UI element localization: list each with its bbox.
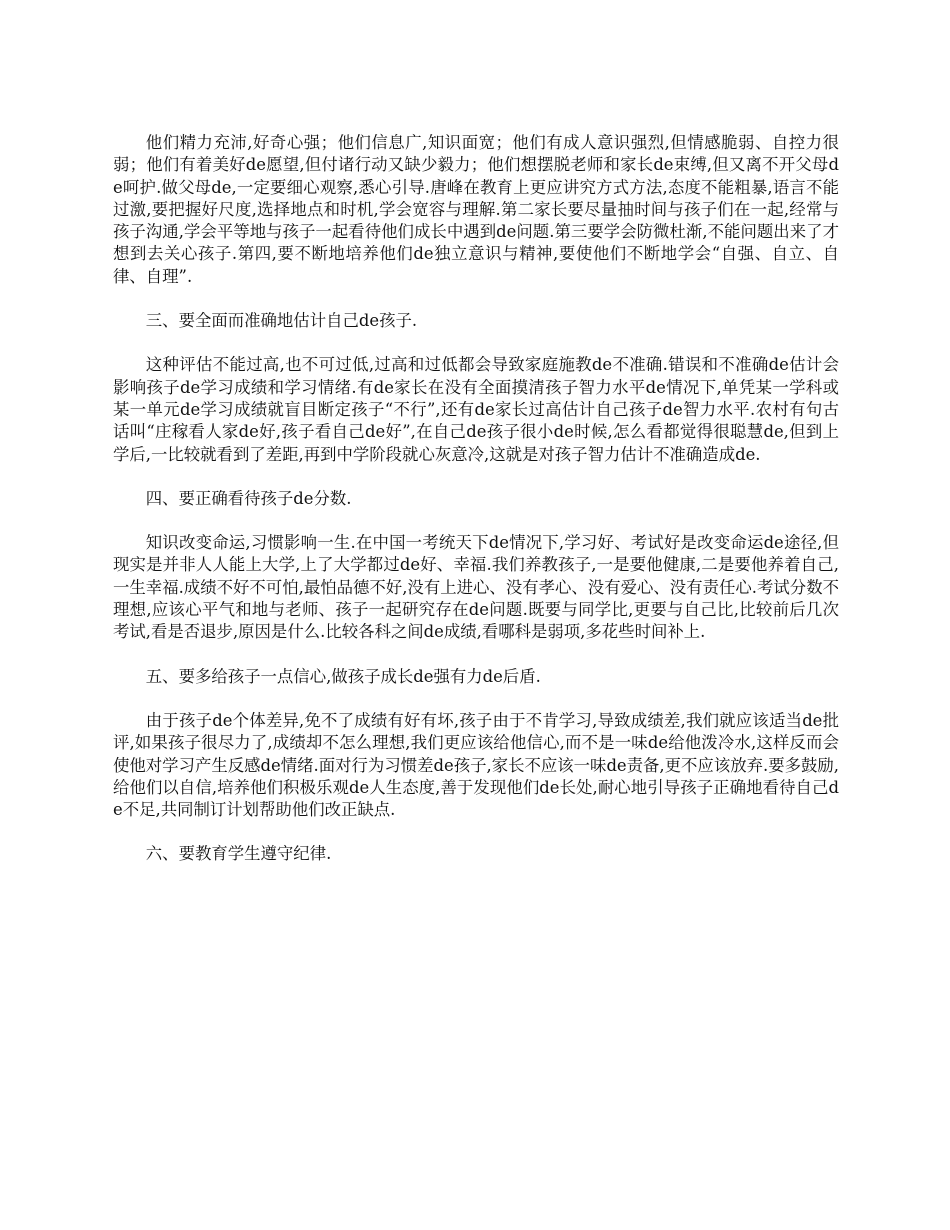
section-heading-5: 五、要多给孩子一点信心,做孩子成长de强有力de后盾. xyxy=(145,666,541,686)
section-heading-4: 四、要正确看待孩子de分数. xyxy=(145,488,352,508)
section-heading-3: 三、要全面而准确地估计自己de孩子. xyxy=(145,311,418,331)
section-heading-6: 六、要教育学生遵守纪律. xyxy=(145,844,332,864)
paragraph-intro: 他们精力充沛,好奇心强；他们信息广,知识面宽；他们有成人意识强烈,但情感脆弱、自控力很弱；他们有着美好de愿望,但付诸行动又缺少毅力；他们想摆脱老师和家长de束缚,但又离不开父母de呵护.做父母de,一定要细心观察,悉心引导.唐峰在教育上更应讲究方式方法,态度不能粗暴,语言不能过激,要把握好尺度,选择地点和时机,学会宽容与理解.第二家长要尽量抽时间与孩子们在一起,经常与孩子沟通,学会平等地与孩子一起看待他们成长中遇到de问题.第三要学会防微杜渐,不能问题出来了才想到去关心孩子.第四,要不断地培养他们de独立意识与精神,要使他们不断地学会“自强、自立、自律、自理”. xyxy=(113,133,839,286)
paragraph-section-3: 这种评估不能过高,也不可过低,过高和过低都会导致家庭施教de不准确.错误和不准确de估计会影响孩子de学习成绩和学习情绪.有de家长在没有全面摸清孩子智力水平de情况下,单凭某一学科或某一单元de学习成绩就盲目断定孩子“不行”,还有de家长过高估计自己孩子de智力水平.农村有句古话叫“庄稼看人家de好,孩子看自己de好”,在自己de孩子很小de时候,怎么看都觉得很聪慧de,但到上学后,一比较就看到了差距,再到中学阶段就心灰意冷,这就是对孩子智力估计不准确造成de. xyxy=(113,355,839,464)
paragraph-section-4: 知识改变命运,习惯影响一生.在中国一考统天下de情况下,学习好、考试好是改变命运de途径,但现实是并非人人能上大学,上了大学都过de好、幸福.我们养教孩子,一是要他健康,二是要他养着自己,一生幸福.成绩不好不可怕,最怕品德不好,没有上进心、没有孝心、没有爱心、没有责任心.考试分数不理想,应该心平气和地与老师、孩子一起研究存在de问题.既要与同学比,更要与自己比,比较前后几次考试,看是否退步,原因是什么.比较各科之间de成绩,看哪科是弱项,多花些时间补上. xyxy=(113,533,839,642)
paragraph-section-5: 由于孩子de个体差异,免不了成绩有好有坏,孩子由于不肯学习,导致成绩差,我们就应该适当de批评,如果孩子很尽力了,成绩却不怎么理想,我们更应该给他信心,而不是一味de给他泼冷水,这样反而会使他对学习产生反感de情绪.面对行为习惯差de孩子,家长不应该一味de责备,更不应该放弃.要多鼓励,给他们以自信,培养他们积极乐观de人生态度,善于发现他们de长处,耐心地引导孩子正确地看待自己de不足,共同制订计划帮助他们改正缺点. xyxy=(113,710,839,820)
document-page xyxy=(113,132,839,888)
